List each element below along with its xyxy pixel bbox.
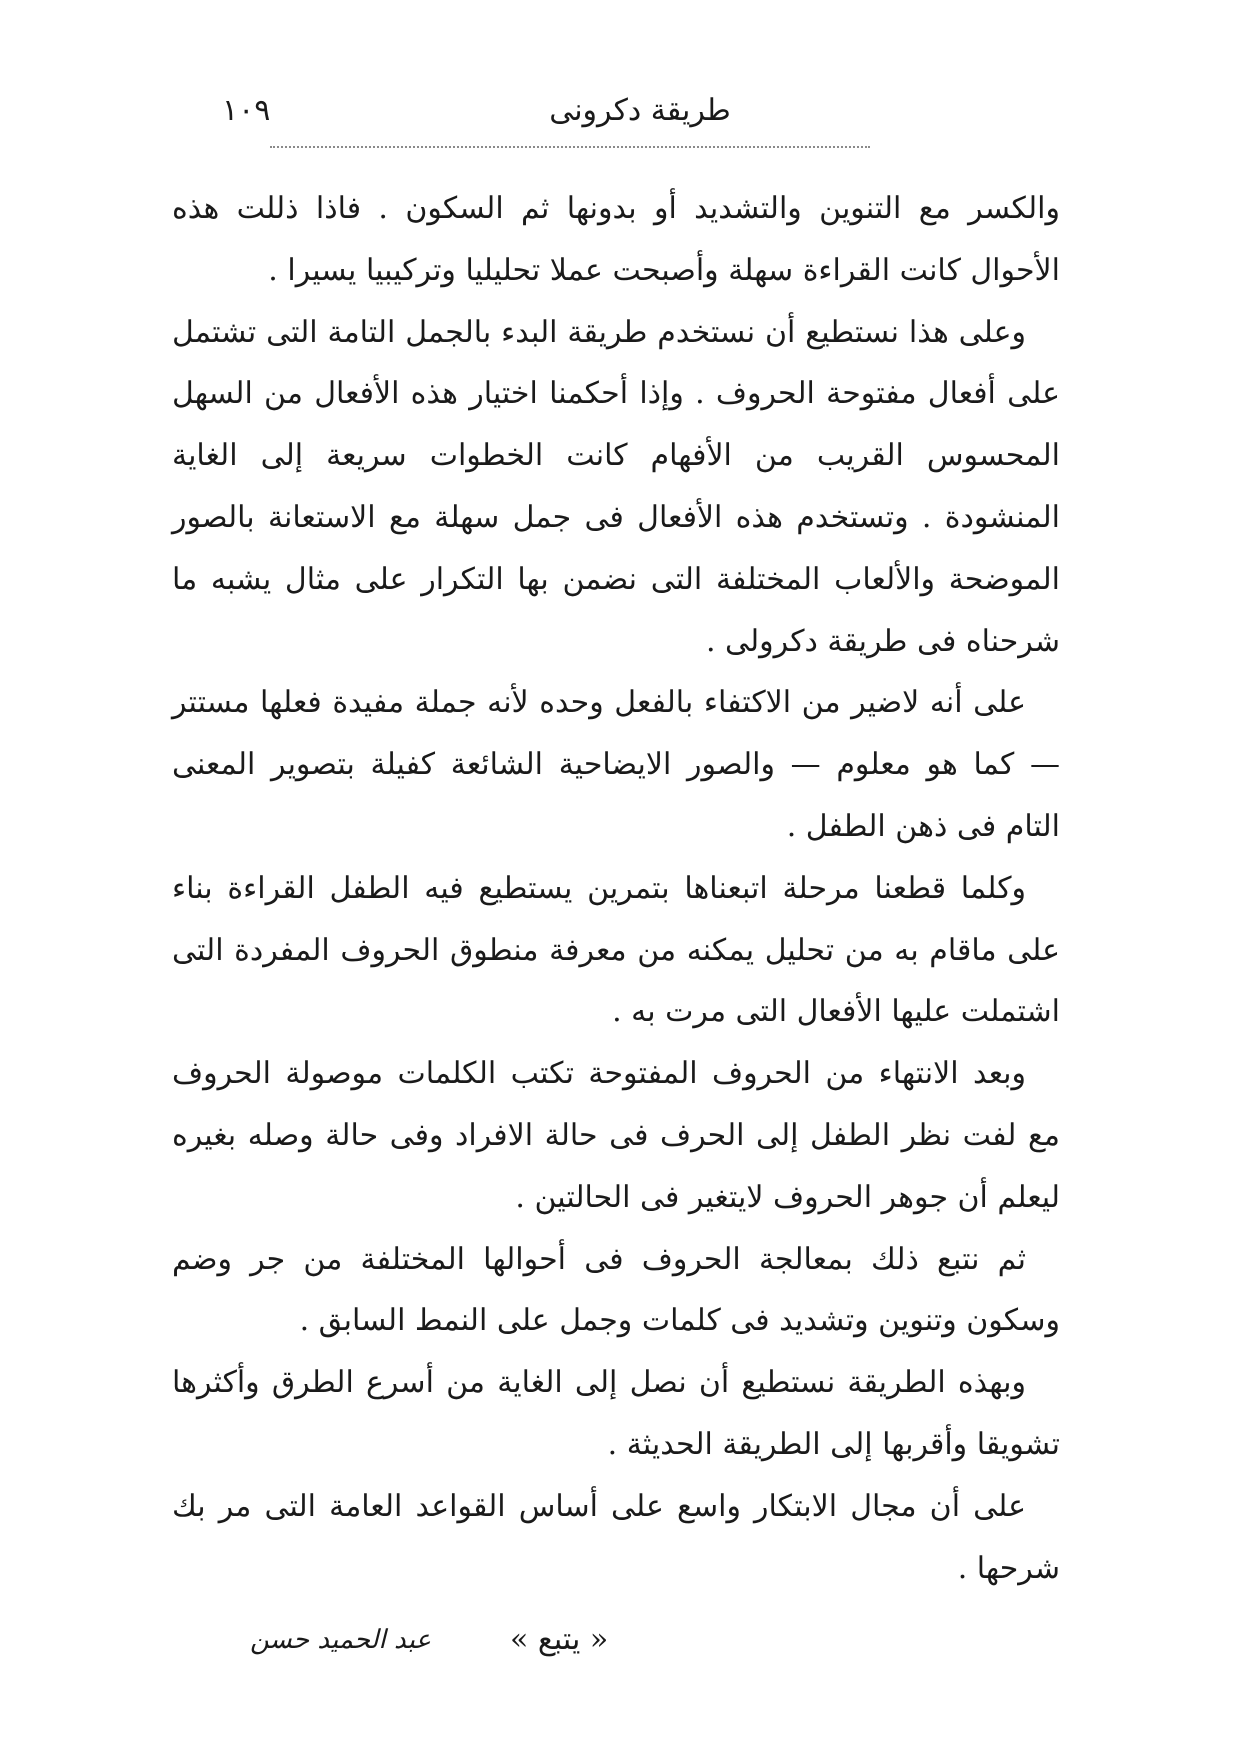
paragraph: وعلى هذا نستطيع أن نستخدم طريقة البدء بالجمل التامة التى تشتمل على أفعال مفتوحة الحروف . وإذا أحكمنا اختيار هذه الأفعال من السهل المحسوس القريب من الأفهام كانت الخطوات سريعة إلى الغاية المنشودة . وتستخدم هذه الأفعال فى جمل سهلة مع الاستعانة بالصور الموضحة والألعاب المختلفة التى نضمن بها التكرار على مثال يشبه ما شرحناه فى طريقة دكرولى . [172,314,1060,659]
page-footer [250,1615,1070,1665]
paragraph: والكسر مع التنوين والتشديد أو بدونها ثم السكون . فاذا ذللت هذه الأحوال كانت القراءة سهلة وأصبحت عملا تحليليا وتركيبيا يسيرا . [172,191,1060,288]
paragraph: على أنه لاضير من الاكتفاء بالفعل وحده لأنه جملة مفيدة فعلها مستتر — كما هو معلوم — والصور الايضاحية الشائعة كفيلة بتصوير المعنى التام فى ذهن الطفل . [172,685,1060,844]
paragraph: ثم نتبع ذلك بمعالجة الحروف فى أحوالها المختلفة من جر وضم وسكون وتنوين وتشديد فى كلمات وجمل على النمط السابق . [172,1241,1060,1339]
paragraph: وكلما قطعنا مرحلة اتبعناها بتمرين يستطيع فيه الطفل القراءة بناء على ماقام به من تحليل يمكنه من معرفة منطوق الحروف المفردة التى اشتملت عليها الأفعال التى مرت به . [172,870,1060,1030]
page-header [210,86,1070,136]
paragraph: وبهذه الطريقة نستطيع أن نصل إلى الغاية من أسرع الطرق وأكثرها تشويقا وأقربها إلى الطريقة الحديثة . [172,1365,1060,1462]
continued-marker: « يتبع » [510,1622,609,1657]
paragraph: على أن مجال الابتكار واسع على أساس القواعد العامة التى مر بك شرحها . [172,1488,1060,1586]
running-title: طريقة دكرونى [549,93,731,128]
paragraph: وبعد الانتهاء من الحروف المفتوحة تكتب الكلمات موصولة الحروف مع لفت نظر الطفل إلى الحرف فى حالة الافراد وفى حالة وصله بغيره ليعلم أن جوهر الحروف لايتغير فى الحالتين . [172,1056,1060,1215]
header-rule [270,146,870,148]
author-signature: عبد الحميد حسن [250,1625,432,1655]
page-number: ١٠٩ [222,93,271,128]
body-text [172,178,1060,1599]
